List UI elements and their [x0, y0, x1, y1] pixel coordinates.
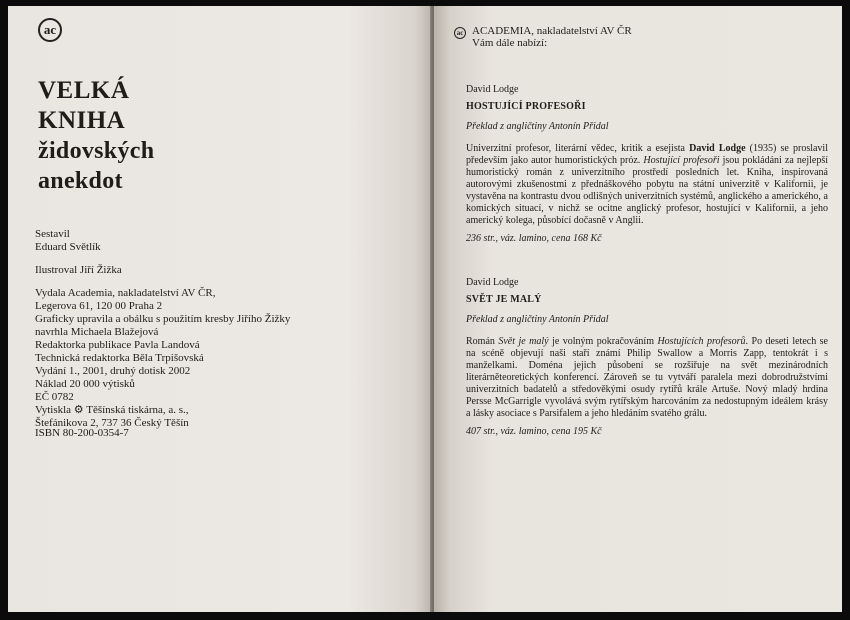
book-title: SVĚT JE MALÝ — [466, 294, 542, 305]
book-entry-svet-je-maly — [466, 277, 828, 438]
book-price: 407 str., váz. lamino, cena 195 Kč — [466, 426, 602, 437]
academia-logo-small: ac — [454, 27, 466, 39]
publication-line: Graficky upravila a obálku s použitím kresby Jiřího Žižky — [35, 313, 291, 325]
publication-line: Štefánikova 2, 737 36 Český Těšín — [35, 417, 189, 429]
compiler-block — [35, 228, 101, 254]
book-title — [38, 76, 154, 196]
book-author: David Lodge — [466, 84, 519, 95]
publication-line: Technická redaktorka Běla Trpišovská — [35, 352, 204, 364]
publication-line: Vydala Academia, nakladatelství AV ČR, — [35, 287, 216, 299]
publisher-header — [472, 25, 632, 49]
publication-line: navrhla Michaela Blažejová — [35, 326, 159, 338]
compiled-by-name: Eduard Světlík — [35, 241, 101, 253]
book-entry-hostujici-profesori — [466, 84, 828, 245]
book-translation: Překlad z angličtiny Antonín Přidal — [466, 314, 609, 325]
isbn: ISBN 80-200-0354-7 — [35, 427, 129, 439]
title-line: anekdot — [38, 168, 123, 194]
academia-logo: ac — [38, 18, 62, 42]
right-page — [434, 6, 842, 612]
publication-line: Legerova 61, 120 00 Praha 2 — [35, 300, 163, 312]
publication-details — [35, 287, 290, 430]
publication-line: Náklad 20 000 výtisků — [35, 378, 135, 390]
offer-line: Vám dále nabízí: — [472, 37, 548, 49]
publication-line: Redaktorka publikace Pavla Landová — [35, 339, 200, 351]
publication-line: EČ 0782 — [35, 391, 74, 403]
book-description: Univerzitní profesor, literární vědec, kritik a esejista David Lodge (1935) se proslavil především jako autor humoristických próz. Hostující profesoři jsou pokládáni za nejlepší humoristický román z univerzitního prostředí posledních let. Kniha, inspirovaná autorovými zkušenostmi z přednáškového pobytu na státní univerzitě v Kalifornii, je vystavěna na kontrastu dvou odlišných univerzitních systémů, anglického a amerického, a komických situací, v nichž se ocitne anglický profesor, hostující v Kalifornii, a jeho americký kolega, působící dočasně v Anglii. — [466, 143, 828, 226]
title-line: VELKÁ — [38, 77, 130, 104]
book-title: HOSTUJÍCÍ PROFESOŘI — [466, 101, 586, 112]
book-price: 236 str., váz. lamino, cena 168 Kč — [466, 233, 602, 244]
book-translation: Překlad z angličtiny Antonín Přidal — [466, 121, 609, 132]
left-page — [8, 6, 432, 612]
compiled-by-label: Sestavil — [35, 228, 70, 240]
publication-line: Vydání 1., 2001, druhý dotisk 2002 — [35, 365, 191, 377]
publisher-name: ACADEMIA, nakladatelství AV ČR — [472, 25, 632, 37]
illustrator-line: Ilustroval Jiří Žižka — [35, 264, 122, 276]
book-description: Román Svět je malý je volným pokračováním Hostujících profesorů. Po deseti letech se na scéně objevují naši staří známí Philip Swallow a Morris Zapp, tentokrát i s manželkami. Doména jejich působení se rozšiřuje na svět mezinárodních literárněteoretických konferencí. Zároveň se tu vytváří paralela mezi dobrodružstvími univerzitních badatelů a středověkými osudy rytířů krále Artuše. Nový mladý hrdina Persse McGarrigle vyvolává svým rytířským harcováním za nedostupným ideálem krásy a lásky asociace s Parsifalem a jeho hledáním svatého grálu. — [466, 336, 829, 419]
book-author: David Lodge — [466, 277, 519, 288]
title-line: židovských — [38, 138, 155, 164]
publication-line: Vytiskla ⚙ Těšínská tiskárna, a. s., — [35, 404, 189, 416]
title-line: KNIHA — [38, 107, 126, 134]
